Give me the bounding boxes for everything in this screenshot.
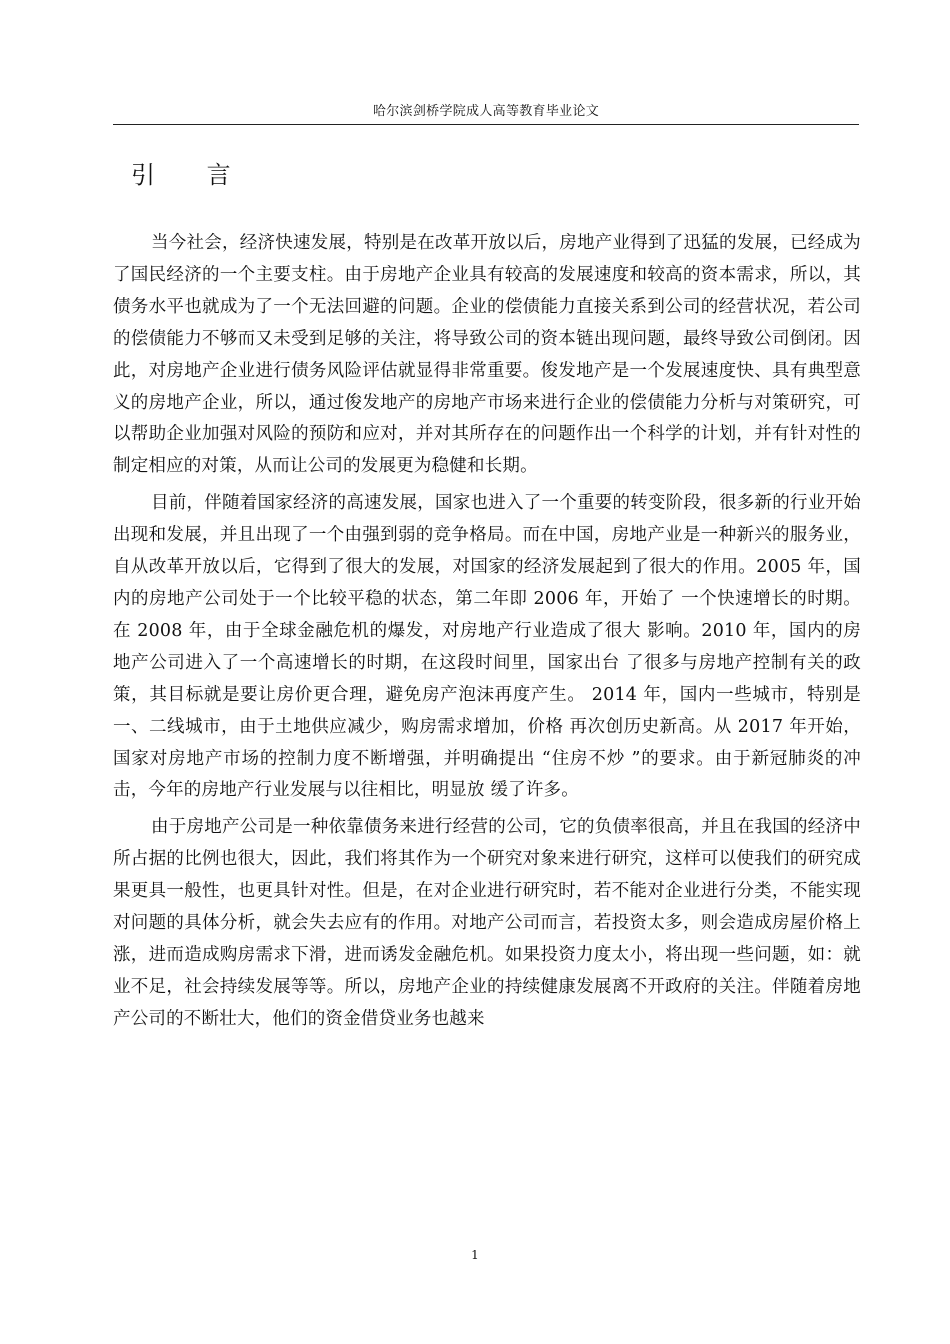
paragraph: 目前，伴随着国家经济的高速发展，国家也进入了一个重要的转变阶段，很多新的行业开始出现和发展，并且出现了一个由强到弱的竞争格局。而在中国，房地产业是一种新兴的服务业，自从改革开放以后，它得到了很大的发展，对国家的经济发展起到了很大的作用。2005 年，国内的房地产公司处于一个比较平稳的状态，第二年即 2006 年，开始了 一个快速增长的时期。在 2008 年，由于全球金融危机的爆发，对房地产行业造成了很大 影响。2010 年，国内的房地产公司进入了一个高速增长的时期，在这段时间里，国家出台 了很多与房地产控制有关的政策，其目标就是要让房价更合理，避免房产泡沫再度产生。 2014 年，国内一些城市，特别是一、二线城市，由于土地供应减少，购房需求增加，价格 再次创历史新高。从 2017 年开始，国家对房地产市场的控制力度不断增强，并明确提出 “住房不炒 ”的要求。由于新冠肺炎的冲击，今年的房地产行业发展与以往相比，明显放 缓了许多。 (113, 493, 861, 801)
paragraph: 当今社会，经济快速发展，特别是在改革开放以后，房地产业得到了迅猛的发展，已经成为了国民经济的一个主要支柱。由于房地产企业具有较高的发展速度和较高的资本需求，所以，其债务水平也就成为了一个无法回避的问题。企业的偿债能力直接关系到公司的经营状况，若公司的偿债能力不够而又未受到足够的关注，将导致公司的资本链出现问题，最终导致公司倒闭。因此，对房地产企业进行债务风险评估就显得非常重要。俊发地产是一个发展速度快、具有典型意义的房地产企业，所以，通过俊发地产的房地产市场来进行企业的偿债能力分析与对策研究，可以帮助企业加强对风险的预防和应对，并对其所存在的问题作出一个科学的计划，并有针对性的制定相应的对策，从而让公司的发展更为稳健和长期。 (113, 233, 861, 477)
header-divider (113, 124, 859, 125)
paragraph: 由于房地产公司是一种依靠债务来进行经营的公司，它的负债率很高，并且在我国的经济中所占据的比例也很大，因此，我们将其作为一个研究对象来进行研究，这样可以使我们的研究成果更具一般性，也更具针对性。但是，在对企业进行研究时，若不能对企业进行分类，不能实现对问题的具体分析，就会失去应有的作用。对地产公司而言，若投资太多，则会造成房屋价格上涨，进而造成购房需求下滑，进而诱发金融危机。如果投资力度太小，将出现一些问题，如：就业不足，社会持续发展等等。所以，房地产企业的持续健康发展离不开政府的关注。伴随着房地产公司的不断壮大，他们的资金借贷业务也越来 (113, 817, 861, 1029)
page-number: 1 (471, 1248, 479, 1262)
running-header: 哈尔滨剑桥学院成人高等教育毕业论文 (372, 104, 600, 119)
body-text (113, 228, 861, 1041)
chapter-title: 引 言 (131, 161, 253, 189)
